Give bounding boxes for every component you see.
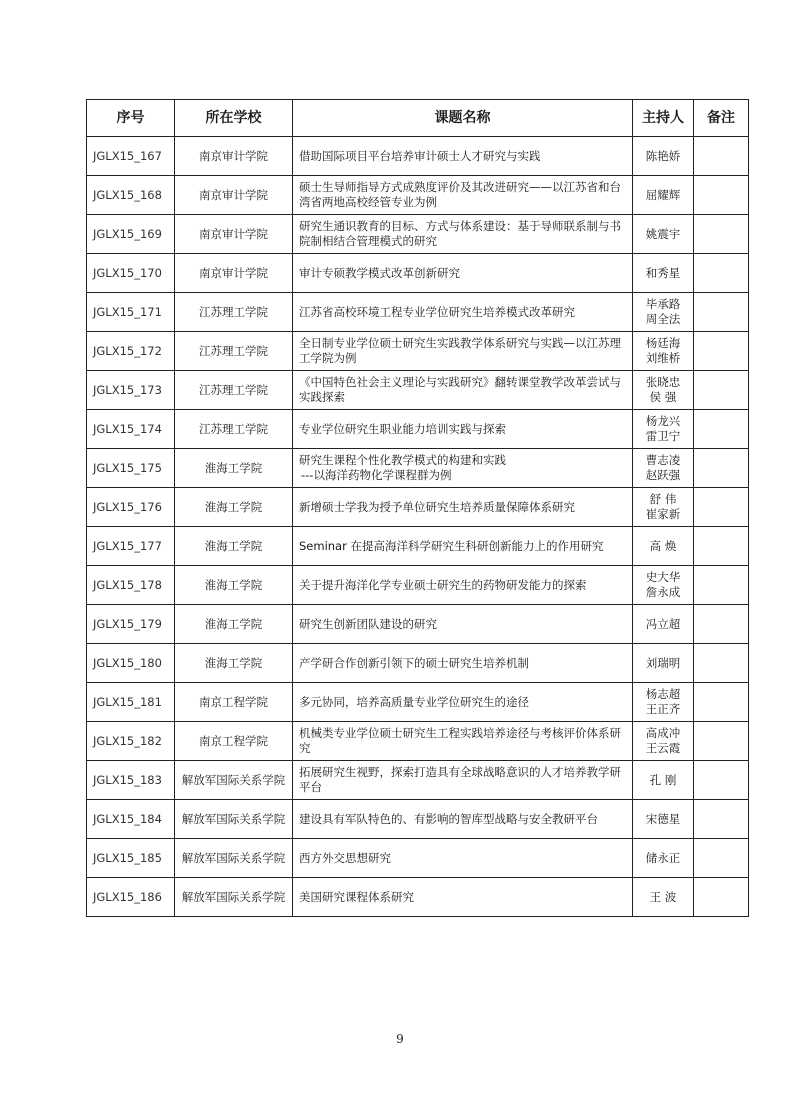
host-name: 屈耀辉	[645, 187, 681, 202]
cell-note	[694, 410, 749, 449]
cell-host	[633, 293, 694, 332]
cell-title	[293, 176, 633, 215]
cell-title	[293, 644, 633, 683]
cell-school: 解放军国际关系学院	[175, 839, 293, 878]
cell-school: 解放军国际关系学院	[175, 800, 293, 839]
cell-title	[293, 800, 633, 839]
cell-host	[633, 605, 694, 644]
table-row	[87, 683, 749, 722]
host-name: 王 波	[649, 889, 677, 904]
cell-id: JGLX15_182	[87, 722, 175, 761]
cell-host	[633, 449, 694, 488]
cell-id: JGLX15_177	[87, 527, 175, 566]
table-row	[87, 176, 749, 215]
table-row	[87, 371, 749, 410]
cell-host	[633, 176, 694, 215]
table-row	[87, 605, 749, 644]
host-name: 侯 强	[649, 390, 677, 404]
cell-note	[694, 215, 749, 254]
cell-id: JGLX15_179	[87, 605, 175, 644]
cell-title	[293, 215, 633, 254]
cell-note	[694, 800, 749, 839]
cell-note	[694, 566, 749, 605]
host-name: 雷卫宁	[645, 429, 681, 443]
cell-note	[694, 254, 749, 293]
cell-id: JGLX15_168	[87, 176, 175, 215]
cell-title	[293, 332, 633, 371]
cell-id: JGLX15_174	[87, 410, 175, 449]
table-row	[87, 332, 749, 371]
cell-id: JGLX15_171	[87, 293, 175, 332]
title-line: 研究生课程个性化教学模式的构建和实践	[299, 453, 506, 467]
title-line: 研究生通识教育的目标、方式与体系建设：基于导师联系制与书院制相结合管理模式的研究	[299, 219, 621, 248]
title-line: 关于提升海洋化学专业硕士研究生的药物研发能力的探索	[299, 577, 587, 592]
header-host: 主持人	[633, 100, 694, 137]
title-line: 美国研究课程体系研究	[299, 889, 414, 904]
cell-note	[694, 176, 749, 215]
cell-title	[293, 683, 633, 722]
title-line: 产学研合作创新引领下的硕士研究生培养机制	[299, 655, 529, 670]
host-name: 和秀星	[645, 265, 681, 280]
cell-school: 淮海工学院	[175, 566, 293, 605]
host-name: 杨龙兴	[645, 414, 681, 428]
cell-note	[694, 137, 749, 176]
cell-school: 南京工程学院	[175, 683, 293, 722]
cell-note	[694, 371, 749, 410]
header-id: 序号	[87, 100, 175, 137]
cell-id: JGLX15_169	[87, 215, 175, 254]
host-name: 杨廷海	[645, 336, 681, 350]
cell-title	[293, 410, 633, 449]
cell-host	[633, 527, 694, 566]
title-line: 《中国特色社会主义理论与实践研究》翻转课堂教学改革尝试与实践探索	[299, 375, 621, 404]
cell-school: 江苏理工学院	[175, 410, 293, 449]
cell-id: JGLX15_184	[87, 800, 175, 839]
cell-title	[293, 293, 633, 332]
title-line: Seminar 在提高海洋科学研究生科研创新能力上的作用研究	[299, 538, 604, 553]
cell-id: JGLX15_170	[87, 254, 175, 293]
title-line: 硕士生导师指导方式成熟度评价及其改进研究——以江苏省和台湾省两地高校经管专业为例	[299, 180, 621, 209]
cell-school: 淮海工学院	[175, 605, 293, 644]
host-name: 周全法	[645, 312, 681, 326]
host-name: 宋德星	[645, 811, 681, 826]
cell-id: JGLX15_180	[87, 644, 175, 683]
cell-host	[633, 332, 694, 371]
cell-title	[293, 605, 633, 644]
title-line: 江苏省高校环境工程专业学位研究生培养模式改革研究	[299, 304, 575, 319]
cell-school: 淮海工学院	[175, 527, 293, 566]
cell-title	[293, 137, 633, 176]
cell-school: 江苏理工学院	[175, 332, 293, 371]
cell-school: 淮海工学院	[175, 449, 293, 488]
title-line: 建设具有军队特色的、有影响的智库型战略与安全教研平台	[299, 811, 598, 826]
cell-note	[694, 878, 749, 917]
cell-title	[293, 566, 633, 605]
host-name: 崔家新	[645, 507, 681, 521]
cell-id: JGLX15_172	[87, 332, 175, 371]
cell-host	[633, 254, 694, 293]
cell-school: 淮海工学院	[175, 644, 293, 683]
cell-host	[633, 800, 694, 839]
cell-host	[633, 566, 694, 605]
host-name: 陈艳娇	[645, 148, 681, 163]
host-name: 王正齐	[645, 702, 681, 716]
title-line: 新增硕士学我为授予单位研究生培养质量保障体系研究	[299, 499, 575, 514]
cell-school: 解放军国际关系学院	[175, 878, 293, 917]
cell-school: 江苏理工学院	[175, 293, 293, 332]
cell-note	[694, 332, 749, 371]
cell-id: JGLX15_173	[87, 371, 175, 410]
cell-id: JGLX15_175	[87, 449, 175, 488]
host-name: 冯立超	[645, 616, 681, 631]
host-name: 刘瑞明	[645, 655, 681, 670]
title-line: 拓展研究生视野，探索打造具有全球战略意识的人才培养教学研平台	[299, 765, 621, 794]
title-line: 机械类专业学位硕士研究生工程实践培养途径与考核评价体系研究	[299, 726, 621, 755]
cell-school: 南京审计学院	[175, 215, 293, 254]
table-row	[87, 488, 749, 527]
cell-school: 南京审计学院	[175, 254, 293, 293]
cell-host	[633, 410, 694, 449]
table-row	[87, 761, 749, 800]
cell-title	[293, 254, 633, 293]
project-table	[86, 99, 749, 917]
cell-host	[633, 371, 694, 410]
title-line: 审计专硕教学模式改革创新研究	[299, 265, 460, 280]
title-line: 研究生创新团队建设的研究	[299, 616, 437, 631]
cell-school: 南京工程学院	[175, 722, 293, 761]
cell-school: 南京审计学院	[175, 137, 293, 176]
cell-title	[293, 761, 633, 800]
cell-host	[633, 761, 694, 800]
cell-host	[633, 722, 694, 761]
cell-host	[633, 878, 694, 917]
cell-id: JGLX15_185	[87, 839, 175, 878]
host-name: 刘维桥	[645, 351, 681, 365]
cell-note	[694, 722, 749, 761]
cell-host	[633, 488, 694, 527]
cell-note	[694, 761, 749, 800]
cell-host	[633, 839, 694, 878]
cell-id: JGLX15_178	[87, 566, 175, 605]
host-name: 赵跃强	[645, 468, 681, 482]
cell-id: JGLX15_167	[87, 137, 175, 176]
cell-school: 南京审计学院	[175, 176, 293, 215]
cell-id: JGLX15_181	[87, 683, 175, 722]
table-row	[87, 527, 749, 566]
title-line: 西方外交思想研究	[299, 850, 391, 865]
host-name: 曹志凌	[645, 453, 681, 467]
cell-host	[633, 644, 694, 683]
table-row	[87, 293, 749, 332]
host-name: 高 焕	[649, 538, 677, 553]
title-line: 全日制专业学位硕士研究生实践教学体系研究与实践—以江苏理工学院为例	[299, 336, 621, 365]
host-name: 舒 伟	[649, 492, 677, 506]
header-note: 备注	[694, 100, 749, 137]
table-row	[87, 254, 749, 293]
table-row	[87, 566, 749, 605]
cell-note	[694, 644, 749, 683]
cell-title	[293, 449, 633, 488]
cell-note	[694, 683, 749, 722]
cell-note	[694, 449, 749, 488]
cell-host	[633, 215, 694, 254]
table-row	[87, 410, 749, 449]
cell-title	[293, 488, 633, 527]
cell-school: 淮海工学院	[175, 488, 293, 527]
cell-id: JGLX15_176	[87, 488, 175, 527]
host-name: 史大华	[645, 570, 681, 584]
table-row	[87, 137, 749, 176]
cell-note	[694, 527, 749, 566]
header-school: 所在学校	[175, 100, 293, 137]
table-row	[87, 878, 749, 917]
cell-id: JGLX15_186	[87, 878, 175, 917]
title-line: 专业学位研究生职业能力培训实践与探索	[299, 421, 506, 436]
table-row	[87, 449, 749, 488]
cell-school: 江苏理工学院	[175, 371, 293, 410]
host-name: 孔 刚	[649, 772, 677, 787]
header-title: 课题名称	[293, 100, 633, 137]
table-header-row	[87, 100, 749, 137]
cell-title	[293, 527, 633, 566]
table-row	[87, 722, 749, 761]
cell-note	[694, 605, 749, 644]
table-row	[87, 215, 749, 254]
title-line: 多元协同，培养高质量专业学位研究生的途径	[299, 694, 529, 709]
page-number: 9	[396, 1032, 404, 1046]
cell-note	[694, 839, 749, 878]
host-name: 姚震宇	[645, 226, 681, 241]
host-name: 高成冲	[645, 726, 681, 740]
host-name: 詹永成	[645, 585, 681, 599]
cell-school: 解放军国际关系学院	[175, 761, 293, 800]
cell-note	[694, 488, 749, 527]
host-name: 张晓忠	[645, 375, 681, 389]
cell-title	[293, 371, 633, 410]
table-row	[87, 644, 749, 683]
host-name: 毕承路	[645, 297, 681, 311]
table-body	[87, 137, 749, 917]
cell-title	[293, 839, 633, 878]
host-name: 王云霞	[645, 741, 681, 755]
cell-title	[293, 722, 633, 761]
cell-host	[633, 683, 694, 722]
host-name: 储永正	[645, 850, 681, 865]
host-name: 杨志超	[645, 687, 681, 701]
cell-id: JGLX15_183	[87, 761, 175, 800]
table-row	[87, 839, 749, 878]
title-subline: ---以海洋药物化学课程群为例	[301, 468, 452, 482]
cell-note	[694, 293, 749, 332]
title-line: 借助国际项目平台培养审计硕士人才研究与实践	[299, 148, 541, 163]
cell-host	[633, 137, 694, 176]
cell-title	[293, 878, 633, 917]
table-row	[87, 800, 749, 839]
